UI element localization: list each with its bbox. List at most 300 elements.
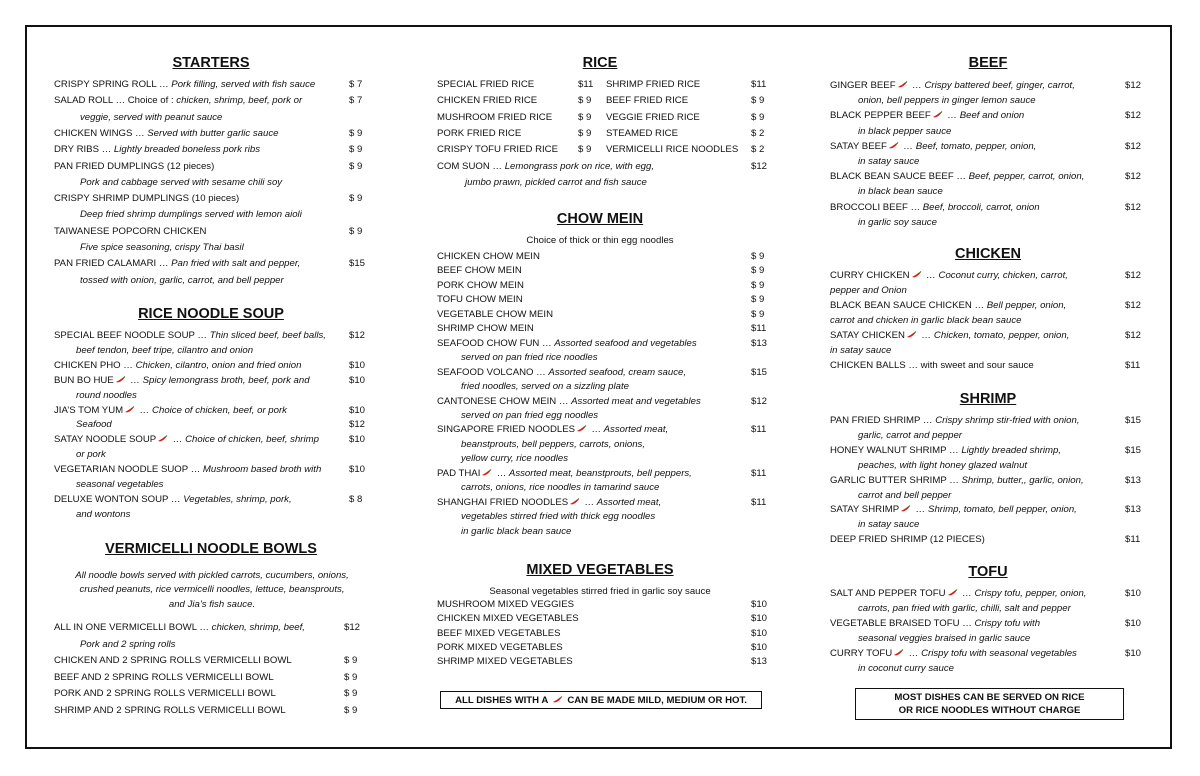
item-name: DEEP FRIED SHRIMP (12 PIECES) xyxy=(830,534,985,546)
menu-item xyxy=(437,496,661,510)
menu-item xyxy=(830,474,1084,488)
section-title: MIXED VEGETABLES xyxy=(526,562,674,578)
item-description: Mushroom based broth with xyxy=(202,464,322,476)
menu-item xyxy=(80,176,282,190)
item-description: fried noodles, served on a sizzling plate xyxy=(461,381,629,393)
item-price: $11 xyxy=(751,79,767,90)
menu-item xyxy=(858,216,937,230)
item-name: SINGAPORE FRIED NOODLES xyxy=(437,424,576,436)
menu-item xyxy=(76,418,112,432)
item-description: carrot and chicken in garlic black bean sauce xyxy=(830,315,1022,326)
item-name: PAN FRIED CALAMARI … xyxy=(54,258,172,270)
item-description: … Crispy battered beef, ginger, carrot, xyxy=(909,80,1075,91)
section-title: RICE xyxy=(582,55,618,71)
item-price: $10 xyxy=(349,404,366,416)
item-description: Chicken, cilantro, onion and fried onion xyxy=(135,359,302,371)
item-description: in black bean sauce xyxy=(858,186,943,198)
menu-item xyxy=(437,655,573,669)
section-note: Choice of thick or thin egg noodles xyxy=(526,235,674,246)
chili-pepper-icon xyxy=(576,425,587,432)
item-name: ALL IN ONE VERMICELLI BOWL … xyxy=(54,622,212,633)
chili-pepper-icon xyxy=(124,406,135,413)
menu-item xyxy=(437,143,558,157)
item-name: BEEF AND 2 SPRING ROLLS VERMICELLI BOWL xyxy=(54,671,274,683)
item-price: $ 9 xyxy=(751,308,765,320)
section-note: crushed peanuts, rice vermicelli noodles, lettuce, beansprouts, xyxy=(79,584,345,596)
item-price: $ 9 xyxy=(349,127,363,139)
chili-pepper-icon xyxy=(888,142,899,149)
menu-item xyxy=(54,404,287,418)
menu-item xyxy=(437,322,534,336)
chili-pepper-icon xyxy=(897,81,908,88)
item-price: $ 9 xyxy=(344,671,358,683)
item-description: in satay sauce xyxy=(858,156,920,167)
menu-item xyxy=(858,185,943,199)
item-price: $11 xyxy=(578,79,594,90)
chili-pepper-icon xyxy=(552,696,563,703)
item-name: SHRIMP MIXED VEGETABLES xyxy=(437,656,573,668)
item-price: $ 9 xyxy=(344,655,358,666)
item-name: SATAY CHICKEN xyxy=(830,330,905,341)
menu-item xyxy=(830,109,1024,123)
section-note: All noodle bowls served with pickled carrots, cucumbers, onions, xyxy=(75,570,349,581)
item-price: $10 xyxy=(751,627,768,639)
menu-item xyxy=(54,493,292,507)
menu-item xyxy=(54,192,239,206)
item-price: $12 xyxy=(349,419,366,431)
chili-pepper-icon xyxy=(481,469,492,476)
menu-item xyxy=(830,201,1040,215)
menu-item xyxy=(830,617,1040,631)
chili-pepper-icon xyxy=(911,271,922,278)
item-description: Seafood xyxy=(76,419,112,431)
item-name: CHICKEN CHOW MEIN xyxy=(437,251,540,262)
item-description: in black pepper sauce xyxy=(858,125,952,137)
item-description: … Choice of chicken, beef, or pork xyxy=(137,404,287,416)
menu-item xyxy=(437,279,524,293)
menu-item xyxy=(54,225,206,239)
item-description: chicken, shrimp, beef, pork or xyxy=(176,95,303,107)
item-name: BEEF MIXED VEGETABLES xyxy=(437,627,561,639)
item-price: $ 9 xyxy=(349,193,363,205)
menu-item xyxy=(437,641,563,655)
menu-item xyxy=(830,269,1068,283)
item-price: $12 xyxy=(1125,201,1142,213)
item-name: CHICKEN MIXED VEGETABLES xyxy=(437,613,579,625)
menu-item xyxy=(437,127,521,141)
menu-item xyxy=(54,654,292,668)
item-price: $12 xyxy=(1125,300,1142,311)
section-title: SHRIMP xyxy=(959,391,1017,407)
item-name: SPECIAL BEEF NOODLE SOUP … xyxy=(54,330,210,341)
item-name: SHANGHAI FRIED NOODLES xyxy=(437,496,569,508)
menu-item xyxy=(437,467,692,481)
menu-item xyxy=(830,329,1069,343)
item-description: Pork and 2 spring rolls xyxy=(80,638,176,650)
item-description: Beef, pepper, carrot, onion, xyxy=(968,171,1085,183)
chili-pepper-icon xyxy=(947,589,958,596)
item-description: onion, bell peppers in ginger lemon sauce xyxy=(858,95,1036,107)
item-price: $ 9 xyxy=(578,144,592,156)
menu-item xyxy=(437,78,534,92)
section-title: CHICKEN xyxy=(954,246,1022,262)
item-price: $10 xyxy=(349,359,366,371)
item-name: CHICKEN FRIED RICE xyxy=(437,95,538,107)
item-price: $ 9 xyxy=(344,704,358,716)
item-price: $13 xyxy=(751,337,768,349)
item-price: $15 xyxy=(751,366,768,378)
item-description: veggie, served with peanut sauce xyxy=(80,111,223,123)
item-price: $ 9 xyxy=(751,265,765,277)
item-price: $10 xyxy=(1125,648,1142,659)
item-name: PAD THAI xyxy=(437,467,481,479)
menu-item xyxy=(830,79,1075,93)
rice-note-box xyxy=(855,688,1124,720)
item-price: $15 xyxy=(1125,444,1142,456)
item-price: $10 xyxy=(751,613,768,625)
menu-item xyxy=(858,518,919,532)
item-name: CHICKEN PHO … xyxy=(54,359,136,371)
item-price: $11 xyxy=(751,496,767,508)
item-description: beef tendon, beef tripe, cilantro and onion xyxy=(76,344,254,356)
item-name: BUN BO HUE xyxy=(54,374,114,386)
item-price: $ 9 xyxy=(578,111,592,123)
item-name: CURRY TOFU xyxy=(830,648,893,659)
menu-item xyxy=(830,344,891,358)
menu-item xyxy=(830,170,1084,184)
item-name: TAIWANESE POPCORN CHICKEN xyxy=(54,225,207,237)
item-price: $12 xyxy=(1125,110,1142,122)
menu-item xyxy=(830,284,907,298)
menu-item xyxy=(437,598,574,612)
item-description: … Assorted meat, xyxy=(589,424,669,436)
item-price: $10 xyxy=(1125,588,1142,599)
item-price: $ 2 xyxy=(751,144,765,156)
item-description: Served with butter garlic sauce xyxy=(147,127,279,139)
menu-item xyxy=(437,111,552,125)
item-description: in garlic black bean sauce xyxy=(461,525,572,537)
menu-item xyxy=(76,448,106,462)
item-description: … Coconut curry, chicken, carrot, xyxy=(923,270,1068,281)
item-price: $ 9 xyxy=(751,111,765,123)
item-description: Assorted seafood, cream sauce, xyxy=(548,366,687,378)
menu-item xyxy=(76,389,137,403)
item-name: SATAY SHRIMP xyxy=(830,504,900,516)
item-price: $ 9 xyxy=(578,127,592,139)
menu-item xyxy=(54,329,326,343)
item-name: CHICKEN BALLS … with sweet and sour sauce xyxy=(830,360,1034,371)
item-name: CANTONESE CHOW MEIN … xyxy=(437,395,572,407)
section-title: RICE NOODLE SOUP xyxy=(138,306,284,322)
item-price: $ 7 xyxy=(349,79,363,90)
item-name: SALAD ROLL … Choice of : xyxy=(54,95,177,107)
item-name: PAN FRIED SHRIMP … xyxy=(830,415,936,426)
menu-item xyxy=(830,359,1034,373)
item-name: CRISPY SHRIMP DUMPLINGS (10 pieces) xyxy=(54,193,240,205)
item-description: yellow curry, rice noodles xyxy=(461,453,568,465)
item-description: Vegetables, shrimp, pork, xyxy=(183,493,292,505)
item-name: CRISPY TOFU FRIED RICE xyxy=(437,144,559,156)
item-price: $ 9 xyxy=(578,95,592,107)
menu-item xyxy=(437,423,668,437)
item-name: SEAFOOD CHOW FUN … xyxy=(437,337,555,349)
menu-item xyxy=(461,380,629,394)
item-name: MUSHROOM MIXED VEGGIES xyxy=(437,599,574,610)
menu-item xyxy=(76,344,253,358)
menu-item xyxy=(437,160,654,174)
item-description: … Crispy tofu with seasonal vegetables xyxy=(906,648,1077,659)
item-description: pepper and Onion xyxy=(830,285,907,296)
menu-item xyxy=(830,533,985,547)
item-description: … Beef and onion xyxy=(944,110,1025,122)
item-description: Crispy shrimp stir-fried with onion, xyxy=(935,415,1080,426)
menu-item xyxy=(858,632,1030,646)
item-description: Pork and cabbage served with sesame chili soy xyxy=(80,176,283,188)
menu-item xyxy=(606,94,688,108)
menu-item xyxy=(76,508,130,522)
item-description: Lightly breaded boneless pork ribs xyxy=(113,144,261,156)
item-description: … Assorted meat, xyxy=(582,496,662,508)
menu-item xyxy=(606,127,678,141)
item-price: $13 xyxy=(751,656,768,668)
item-description: Assorted meat and vegetables xyxy=(571,395,701,407)
item-description: seasonal veggies braised in garlic sauce xyxy=(858,633,1031,644)
rice-note-line: MOST DISHES CAN BE SERVED ON RICE xyxy=(894,692,1085,703)
menu-item xyxy=(437,395,701,409)
menu-item xyxy=(858,662,954,676)
item-description: vegetables stirred fried with thick egg noodles xyxy=(461,511,656,523)
item-description: garlic, carrot and pepper xyxy=(858,429,962,441)
menu-item xyxy=(54,433,319,447)
item-price: $12 xyxy=(344,622,361,633)
item-name: SHRIMP AND 2 SPRING ROLLS VERMICELLI BOWL xyxy=(54,704,286,716)
chili-pepper-icon xyxy=(932,111,943,118)
item-price: $ 9 xyxy=(751,279,765,291)
item-price: $13 xyxy=(1125,504,1142,516)
item-description: … Beef, tomato, pepper, onion, xyxy=(900,140,1037,152)
chili-pepper-icon xyxy=(893,649,904,656)
item-price: $10 xyxy=(349,374,366,386)
item-name: HONEY WALNUT SHRIMP … xyxy=(830,444,962,456)
menu-item xyxy=(54,160,214,174)
menu-item xyxy=(437,366,686,380)
item-name: PAN FRIED DUMPLINGS (12 pieces) xyxy=(54,160,215,172)
menu-item xyxy=(606,143,738,157)
menu-item xyxy=(54,257,300,271)
section-note: and Jia’s fish sauce. xyxy=(168,598,256,610)
item-description: Crispy tofu with xyxy=(974,618,1041,629)
item-description: Thin sliced beef, beef balls, xyxy=(209,330,326,341)
chili-pepper-icon xyxy=(569,498,580,505)
item-description: in garlic soy sauce xyxy=(858,216,937,228)
item-name: PORK CHOW MEIN xyxy=(437,279,524,291)
item-price: $ 8 xyxy=(349,493,363,505)
item-price: $11 xyxy=(751,424,767,436)
item-description: in satay sauce xyxy=(858,519,920,531)
menu-item xyxy=(76,478,163,492)
item-description: … Assorted meat, beanstprouts, bell peppers, xyxy=(494,467,692,479)
item-price: $12 xyxy=(1125,80,1142,91)
item-description: Five spice seasoning, crispy Thai basil xyxy=(80,242,244,253)
spicy-note-text: CAN BE MADE MILD, MEDIUM OR HOT. xyxy=(564,695,747,706)
menu-item xyxy=(830,314,1021,328)
item-name: BROCCOLI BEEF … xyxy=(830,201,923,213)
item-description: seasonal vegetables xyxy=(76,479,164,490)
item-name: BEEF CHOW MEIN xyxy=(437,265,522,277)
menu-item xyxy=(80,274,284,288)
item-price: $ 9 xyxy=(751,251,765,262)
item-price: $12 xyxy=(1125,140,1142,152)
item-name: CRISPY SPRING ROLL … xyxy=(54,79,172,90)
menu-item xyxy=(830,140,1036,154)
item-price: $ 9 xyxy=(751,95,765,107)
item-name: JIA’S TOM YUM xyxy=(54,404,124,416)
menu-item xyxy=(437,264,522,278)
item-name: PORK FRIED RICE xyxy=(437,127,522,139)
spicy-note-box xyxy=(440,691,762,709)
item-description: chicken, shrimp, beef, xyxy=(211,622,305,633)
menu-item xyxy=(437,293,523,307)
item-description: Shrimp, butter,, garlic, onion, xyxy=(961,474,1084,486)
item-description: and wontons xyxy=(76,508,131,520)
item-name: SATAY BEEF xyxy=(830,140,887,152)
menu-item xyxy=(830,503,1077,517)
item-description: … Spicy lemongrass broth, beef, pork and xyxy=(127,374,310,386)
section-title: CHOW MEIN xyxy=(556,211,644,227)
item-name: DRY RIBS … xyxy=(54,144,114,156)
menu-item xyxy=(461,525,571,539)
item-description: … Chicken, tomato, pepper, onion, xyxy=(919,330,1070,341)
menu-item xyxy=(437,627,561,641)
item-description: or pork xyxy=(76,449,106,461)
item-price: $ 2 xyxy=(751,127,765,139)
item-name: CURRY CHICKEN xyxy=(830,270,910,281)
section-title: BEEF xyxy=(968,55,1008,71)
menu-item xyxy=(54,94,302,108)
item-price: $ 9 xyxy=(349,144,363,156)
item-name: SPECIAL FRIED RICE xyxy=(437,79,535,90)
menu-item xyxy=(858,429,962,443)
menu-item xyxy=(606,111,700,125)
item-name: VEGGIE FRIED RICE xyxy=(606,111,700,123)
item-description: Lightly breaded shrimp, xyxy=(961,444,1062,456)
item-description: round noodles xyxy=(76,389,137,401)
menu-item xyxy=(54,463,321,477)
item-price: $11 xyxy=(1125,534,1141,546)
item-name: DELUXE WONTON SOUP … xyxy=(54,493,184,505)
item-price: $10 xyxy=(751,599,768,610)
item-price: $ 7 xyxy=(349,95,363,107)
item-price: $ 9 xyxy=(751,294,765,306)
item-name: SHRIMP CHOW MEIN xyxy=(437,323,534,335)
item-price: $12 xyxy=(349,330,366,341)
item-name: PORK AND 2 SPRING ROLLS VERMICELLI BOWL xyxy=(54,688,276,699)
item-description: tossed with onion, garlic, carrot, and bell pepper xyxy=(80,274,284,286)
item-price: $ 9 xyxy=(349,225,363,237)
item-name: VEGETABLE BRAISED TOFU … xyxy=(830,618,975,629)
item-name: MUSHROOM FRIED RICE xyxy=(437,111,553,123)
item-name: VEGETABLE CHOW MEIN xyxy=(437,308,554,320)
item-name: GINGER BEEF xyxy=(830,80,896,91)
item-price: $12 xyxy=(751,161,768,172)
menu-item xyxy=(437,308,553,322)
item-name: STEAMED RICE xyxy=(606,127,678,139)
section-title: TOFU xyxy=(968,564,1008,580)
menu-item xyxy=(437,250,540,264)
item-name: BEEF FRIED RICE xyxy=(606,95,689,107)
item-description: beanstprouts, bell peppers, carrots, onions, xyxy=(461,438,645,450)
item-name: BLACK BEAN SAUCE CHICKEN … xyxy=(830,300,987,311)
menu-item xyxy=(858,489,951,503)
item-price: $12 xyxy=(1125,270,1142,281)
item-description: Deep fried shrimp dumplings served with lemon aioli xyxy=(80,209,302,221)
menu-item xyxy=(80,111,222,125)
item-name: COM SUON … xyxy=(437,161,505,172)
menu-item xyxy=(858,155,919,169)
item-price: $12 xyxy=(751,395,768,407)
menu-item xyxy=(54,687,276,701)
item-price: $10 xyxy=(349,464,366,476)
menu-item xyxy=(858,602,1071,616)
item-description: Pan fried with salt and pepper, xyxy=(171,258,301,270)
item-price: $15 xyxy=(1125,415,1142,426)
item-price: $ 9 xyxy=(349,160,363,172)
item-price: $ 9 xyxy=(344,688,358,699)
menu-item xyxy=(461,481,659,495)
menu-item xyxy=(830,587,1086,601)
item-description: carrots, onions, rice noodles in tamarind sauce xyxy=(461,482,660,494)
item-description: served on pan fried egg noodles xyxy=(461,409,599,421)
menu-item xyxy=(858,459,1027,473)
item-price: $12 xyxy=(1125,330,1142,341)
menu-item xyxy=(830,444,1061,458)
item-price: $15 xyxy=(349,258,366,270)
item-price: $11 xyxy=(751,323,767,335)
menu-item xyxy=(461,510,655,524)
item-description: Lemongrass pork on rice, with egg, xyxy=(504,161,655,172)
item-price: $11 xyxy=(1125,360,1141,371)
menu-item xyxy=(80,241,244,255)
item-description: peaches, with light honey glazed walnut xyxy=(858,459,1028,471)
chili-pepper-icon xyxy=(906,331,917,338)
menu-item xyxy=(858,125,951,139)
item-description: Bell pepper, onion, xyxy=(986,300,1067,311)
item-price: $10 xyxy=(751,641,768,653)
menu-item xyxy=(54,78,315,92)
item-price: $10 xyxy=(1125,618,1142,629)
menu-item xyxy=(830,299,1066,313)
menu-item xyxy=(461,409,598,423)
menu-item xyxy=(461,351,598,365)
item-description: … Crispy tofu, pepper, onion, xyxy=(959,588,1087,599)
item-description: Pork filling, served with fish sauce xyxy=(171,79,316,90)
item-description: carrots, pan fried with garlic, chilli, salt and pepper xyxy=(858,603,1071,614)
item-price: $12 xyxy=(1125,171,1142,183)
item-name: BLACK BEAN SAUCE BEEF … xyxy=(830,171,969,183)
item-name: VEGETARIAN NOODLE SUOP … xyxy=(54,464,203,476)
item-description: served on pan fried rice noodles xyxy=(461,352,598,364)
item-name: CHICKEN AND 2 SPRING ROLLS VERMICELLI BOWL xyxy=(54,655,292,666)
menu-item xyxy=(461,438,645,452)
menu-item xyxy=(54,374,310,388)
menu-item xyxy=(830,647,1077,661)
item-price: $11 xyxy=(751,467,767,479)
item-name: GARLIC BUTTER SHRIMP … xyxy=(830,474,962,486)
menu-item xyxy=(80,638,175,652)
menu-item xyxy=(54,704,286,718)
item-description: Beef, broccoli, carrot, onion xyxy=(922,201,1040,213)
item-description: jumbo prawn, pickled carrot and fish sauce xyxy=(465,177,647,188)
